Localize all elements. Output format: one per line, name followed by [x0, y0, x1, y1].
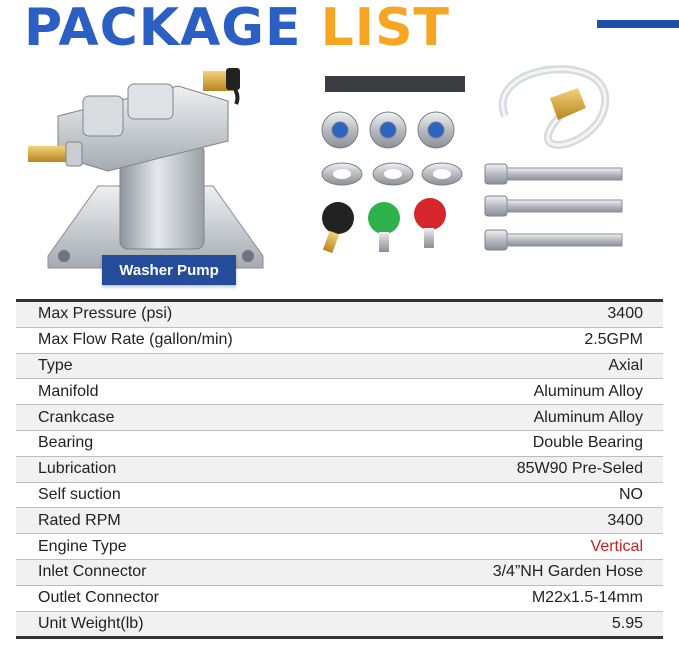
- spec-value: 3400: [378, 301, 663, 328]
- page-title: [24, 0, 450, 58]
- spec-row: [16, 301, 663, 328]
- title-word-package: PACKAGE: [24, 0, 302, 58]
- spec-row: [16, 534, 663, 560]
- spec-value: Double Bearing: [378, 430, 663, 456]
- spec-value: Axial: [378, 353, 663, 379]
- spec-label: Outlet Connector: [16, 585, 378, 611]
- title-word-list: LIST: [320, 0, 451, 58]
- spec-label: Self suction: [16, 482, 378, 508]
- spec-row: [16, 379, 663, 405]
- spec-row: [16, 430, 663, 456]
- spec-value: Aluminum Alloy: [378, 379, 663, 405]
- accessory-parts-image: [300, 56, 679, 286]
- spec-value: 85W90 Pre-Seled: [378, 456, 663, 482]
- spec-label: Lubrication: [16, 456, 378, 482]
- spec-value: 3400: [378, 508, 663, 534]
- spec-row: [16, 405, 663, 431]
- washer-pump-label: Washer Pump: [102, 255, 236, 285]
- spec-value: 2.5GPM: [378, 327, 663, 353]
- spec-label: Unit Weight(lb): [16, 611, 378, 638]
- decorative-bar: [597, 20, 679, 28]
- spec-label: Bearing: [16, 430, 378, 456]
- spec-label: Manifold: [16, 379, 378, 405]
- spec-value: Aluminum Alloy: [378, 405, 663, 431]
- spec-label: Rated RPM: [16, 508, 378, 534]
- spec-value: 3/4”NH Garden Hose: [378, 559, 663, 585]
- spec-row: [16, 482, 663, 508]
- washer-pump-image: [28, 56, 284, 286]
- spec-row: [16, 559, 663, 585]
- spec-row: [16, 611, 663, 638]
- spec-label: Max Pressure (psi): [16, 301, 378, 328]
- spec-label: Crankcase: [16, 405, 378, 431]
- spec-value: 5.95: [378, 611, 663, 638]
- spec-value: Vertical: [378, 534, 663, 560]
- spec-label: Max Flow Rate (gallon/min): [16, 327, 378, 353]
- spec-table: [16, 299, 663, 639]
- spec-value: M22x1.5-14mm: [378, 585, 663, 611]
- spec-label: Engine Type: [16, 534, 378, 560]
- spec-label: Type: [16, 353, 378, 379]
- spec-value: NO: [378, 482, 663, 508]
- spec-row: [16, 456, 663, 482]
- spec-row: [16, 585, 663, 611]
- spec-row: [16, 508, 663, 534]
- spec-label: Inlet Connector: [16, 559, 378, 585]
- spec-row: [16, 353, 663, 379]
- spec-row: [16, 327, 663, 353]
